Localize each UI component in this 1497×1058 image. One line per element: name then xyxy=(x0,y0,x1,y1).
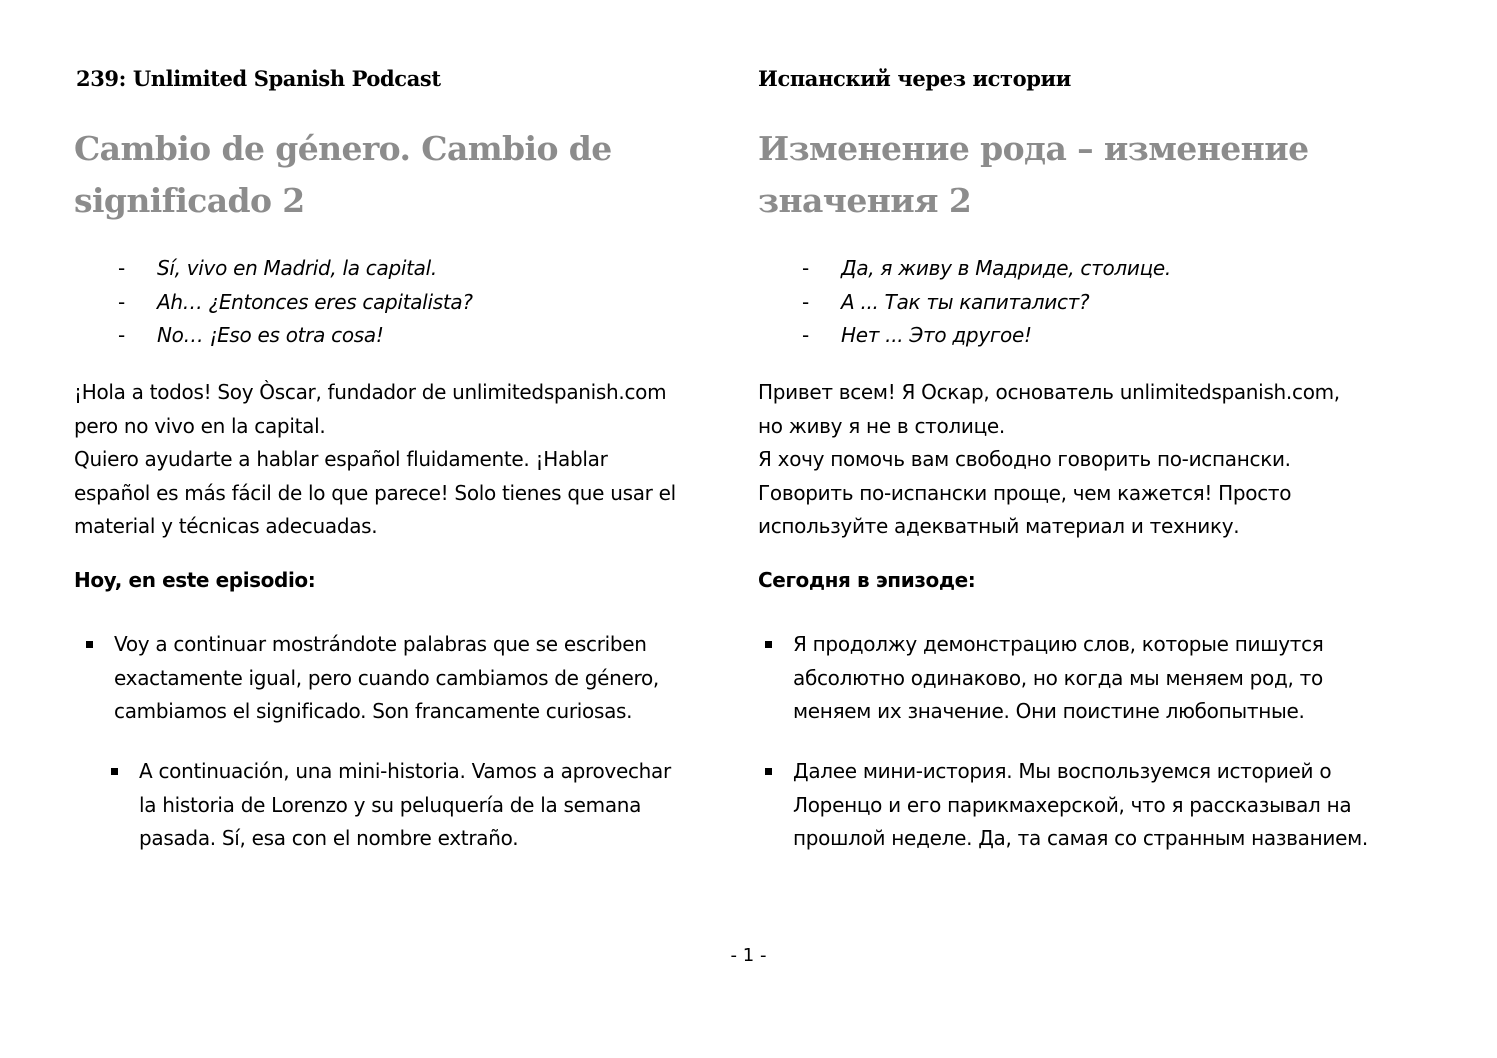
bullet-item xyxy=(114,628,659,729)
intro-line: pero no vivo en la capital. xyxy=(74,413,326,438)
bullet-line: Лоренцо и его парикмахерской, что я рассказывал на xyxy=(793,792,1352,817)
bullet-line: cambiamos el significado. Son francamente curiosas. xyxy=(114,699,633,723)
bullet-line: A continuación, una mini-historia. Vamos a aprovechar xyxy=(139,759,671,783)
page-title xyxy=(758,123,1308,227)
bullet-line: прошлой неделе. Да, та самая со странным названием. xyxy=(793,826,1368,850)
title-line: significado 2 xyxy=(74,181,305,220)
dash-marker: - xyxy=(118,323,125,347)
bullet-line: Далее мини-история. Мы воспользуемся историей о xyxy=(793,759,1332,783)
intro-line: Говорить по-испански проще, чем кажется! Просто xyxy=(758,480,1292,505)
dialogue-text: Sí, vivo en Madrid, la capital. xyxy=(157,256,437,280)
spanish-column xyxy=(74,0,739,1058)
square-bullet-icon xyxy=(86,641,93,648)
dialogue-text: No… ¡Eso es otra cosa! xyxy=(157,323,384,347)
bullet-line: pasada. Sí, esa con el nombre extraño. xyxy=(139,826,519,850)
bullet-line: абсолютно одинаково, но когда мы меняем род, то xyxy=(793,665,1323,690)
intro-line: Я хочу помочь вам свободно говорить по-испански. xyxy=(758,447,1291,471)
dialogue-list xyxy=(118,252,473,353)
dialogue-text: А ... Так ты капиталист? xyxy=(841,289,1090,314)
section-heading: Hoy, en este episodio: xyxy=(74,568,316,592)
intro-line: español es más fácil de lo que parece! Solo tienes que usar el xyxy=(74,480,676,505)
square-bullet-icon xyxy=(765,768,772,775)
dash-marker: - xyxy=(802,256,809,280)
bullet-line: меняем их значение. Они поистине любопытные. xyxy=(793,699,1305,723)
dash-marker: - xyxy=(802,323,809,347)
dialogue-list xyxy=(802,252,1171,353)
intro-line: ¡Hola a todos! Soy Òscar, fundador de unlimitedspanish.com xyxy=(74,380,667,404)
bullet-line: Voy a continuar mostrándote palabras que se escriben xyxy=(114,632,647,656)
page-title xyxy=(74,123,612,227)
intro-paragraph xyxy=(758,376,1340,544)
intro-line: но живу я не в столице. xyxy=(758,413,1005,438)
dialogue-line xyxy=(118,319,473,353)
dialogue-line xyxy=(118,252,473,286)
dash-marker: - xyxy=(118,256,125,280)
title-line: значения 2 xyxy=(758,181,972,220)
square-bullet-icon xyxy=(765,641,772,648)
dialogue-text: Да, я живу в Мадриде, столице. xyxy=(841,256,1171,280)
intro-paragraph xyxy=(74,376,676,544)
podcast-label: 239: Unlimited Spanish Podcast xyxy=(76,66,441,91)
dialogue-line xyxy=(118,286,473,320)
bullet-item xyxy=(793,628,1324,729)
page-number: - 1 - xyxy=(730,945,767,966)
russian-column xyxy=(758,0,1438,1058)
bullet-line: la historia de Lorenzo y su peluquería de la semana xyxy=(139,792,642,817)
intro-line: Привет всем! Я Оскар, основатель unlimitedspanish.com, xyxy=(758,380,1340,404)
square-bullet-icon xyxy=(111,768,118,775)
dialogue-text: Нет ... Это другое! xyxy=(841,323,1032,347)
section-heading: Сегодня в эпизоде: xyxy=(758,568,976,592)
intro-line: используйте адекватный материал и технику. xyxy=(758,514,1240,538)
bullet-line: exactamente igual, pero cuando cambiamos de género, xyxy=(114,665,659,690)
dash-marker: - xyxy=(802,289,809,314)
intro-line: material y técnicas adecuadas. xyxy=(74,514,378,538)
bullet-item xyxy=(793,755,1368,856)
dialogue-text: Ah… ¿Entonces eres capitalista? xyxy=(157,289,473,314)
title-line: Cambio de género. Cambio de xyxy=(74,129,612,168)
intro-line: Quiero ayudarte a hablar español fluidamente. ¡Hablar xyxy=(74,447,608,471)
podcast-label: Испанский через истории xyxy=(758,66,1071,91)
dialogue-line xyxy=(802,286,1171,320)
dialogue-line xyxy=(802,252,1171,286)
dash-marker: - xyxy=(118,289,125,314)
bullet-line: Я продолжу демонстрацию слов, которые пишутся xyxy=(793,632,1324,656)
dialogue-line xyxy=(802,319,1171,353)
bullet-item xyxy=(139,755,671,856)
title-line: Изменение рода – изменение xyxy=(758,129,1309,168)
